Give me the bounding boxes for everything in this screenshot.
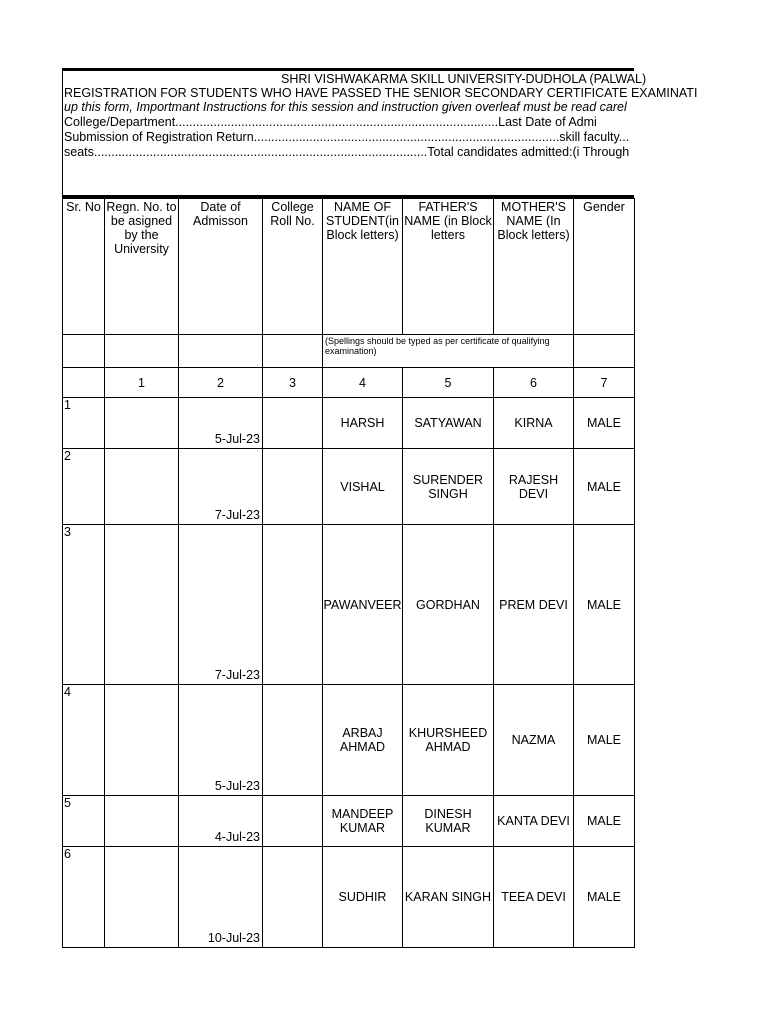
col-college-roll-no: College Roll No. bbox=[263, 199, 323, 335]
note-row bbox=[63, 335, 635, 368]
regn-no-cell bbox=[105, 525, 179, 685]
father-name-cell: DINESH KUMAR bbox=[403, 796, 494, 847]
admission-date-cell: 5-Jul-23 bbox=[179, 685, 263, 796]
father-name-cell: SURENDER SINGH bbox=[403, 449, 494, 525]
student-name-cell: ARBAJ AHMAD bbox=[323, 685, 403, 796]
admission-date-cell: 5-Jul-23 bbox=[179, 398, 263, 449]
regn-no-cell bbox=[105, 685, 179, 796]
regn-no-cell bbox=[105, 796, 179, 847]
father-name-cell: KARAN SINGH bbox=[403, 847, 494, 948]
student-name-cell: VISHAL bbox=[323, 449, 403, 525]
regn-no-cell bbox=[105, 449, 179, 525]
students-table bbox=[62, 198, 635, 948]
student-name-cell: HARSH bbox=[323, 398, 403, 449]
instructions-line: up this form, Importmant Instructions for this session and instruction given overleaf must be read carel bbox=[64, 100, 627, 114]
mother-name-cell: KIRNA bbox=[494, 398, 574, 449]
gender-cell: MALE bbox=[574, 796, 635, 847]
sr-no-cell: 5 bbox=[63, 796, 105, 847]
column-header-row bbox=[63, 199, 635, 335]
roll-no-cell bbox=[263, 525, 323, 685]
admission-date-cell: 7-Jul-23 bbox=[179, 449, 263, 525]
column-number: 3 bbox=[263, 368, 323, 398]
table-row bbox=[63, 525, 635, 685]
mother-name-cell: KANTA DEVI bbox=[494, 796, 574, 847]
gender-cell: MALE bbox=[574, 449, 635, 525]
column-number: 1 bbox=[105, 368, 179, 398]
admission-date-cell: 4-Jul-23 bbox=[179, 796, 263, 847]
gender-cell: MALE bbox=[574, 685, 635, 796]
university-title: SHRI VISHWAKARMA SKILL UNIVERSITY-DUDHOLA (PALWAL) bbox=[281, 72, 647, 86]
mother-name-cell: TEEA DEVI bbox=[494, 847, 574, 948]
sr-no-cell: 6 bbox=[63, 847, 105, 948]
roll-no-cell bbox=[263, 398, 323, 449]
sr-no-cell: 4 bbox=[63, 685, 105, 796]
admission-date-cell: 7-Jul-23 bbox=[179, 525, 263, 685]
form-header bbox=[62, 68, 698, 198]
gender-cell: MALE bbox=[574, 525, 635, 685]
gender-cell: MALE bbox=[574, 398, 635, 449]
col-sr-no: Sr. No bbox=[63, 199, 105, 335]
table-row bbox=[63, 685, 635, 796]
roll-no-cell bbox=[263, 796, 323, 847]
table-row bbox=[63, 449, 635, 525]
spelling-note: (Spellings should be typed as per certificate of qualifying examination) bbox=[323, 335, 574, 368]
seats-line: seats................................................................................................Total candidates admitted:(i Through bbox=[64, 145, 630, 159]
column-number: 7 bbox=[574, 368, 635, 398]
college-department-line: College/Department.............................................................................................Last Date of Admi bbox=[64, 115, 597, 129]
roll-no-cell bbox=[263, 685, 323, 796]
column-number: 5 bbox=[403, 368, 494, 398]
father-name-cell: GORDHAN bbox=[403, 525, 494, 685]
roll-no-cell bbox=[263, 449, 323, 525]
table-row bbox=[63, 398, 635, 449]
student-name-cell: PAWANVEER bbox=[323, 525, 403, 685]
mother-name-cell: RAJESH DEVI bbox=[494, 449, 574, 525]
regn-no-cell bbox=[105, 398, 179, 449]
student-name-cell: MANDEEP KUMAR bbox=[323, 796, 403, 847]
regn-no-cell bbox=[105, 847, 179, 948]
mother-name-cell: PREM DEVI bbox=[494, 525, 574, 685]
column-number: 2 bbox=[179, 368, 263, 398]
col-date-of-admission: Date of Admisson bbox=[179, 199, 263, 335]
sr-no-cell: 2 bbox=[63, 449, 105, 525]
column-number-row bbox=[63, 368, 635, 398]
sr-no-cell: 1 bbox=[63, 398, 105, 449]
col-regn-no: Regn. No. to be asigned by the University bbox=[105, 199, 179, 335]
column-number: 4 bbox=[323, 368, 403, 398]
registration-sheet bbox=[62, 68, 698, 948]
mother-name-cell: NAZMA bbox=[494, 685, 574, 796]
column-number: 6 bbox=[494, 368, 574, 398]
col-mother-name: MOTHER'S NAME (In Block letters) bbox=[494, 199, 574, 335]
student-name-cell: SUDHIR bbox=[323, 847, 403, 948]
registration-heading: REGISTRATION FOR STUDENTS WHO HAVE PASSED THE SENIOR SECONDARY CERTIFICATE EXAMINATI bbox=[64, 86, 698, 100]
col-father-name: FATHER'S NAME (in Block letters bbox=[403, 199, 494, 335]
col-gender: Gender bbox=[574, 199, 635, 335]
father-name-cell: KHURSHEED AHMAD bbox=[403, 685, 494, 796]
gender-cell: MALE bbox=[574, 847, 635, 948]
admission-date-cell: 10-Jul-23 bbox=[179, 847, 263, 948]
submission-line: Submission of Registration Return........................................................................................skill faculty... bbox=[64, 130, 630, 144]
roll-no-cell bbox=[263, 847, 323, 948]
col-student-name: NAME OF STUDENT(in Block letters) bbox=[323, 199, 403, 335]
sr-no-cell: 3 bbox=[63, 525, 105, 685]
table-row bbox=[63, 847, 635, 948]
father-name-cell: SATYAWAN bbox=[403, 398, 494, 449]
table-row bbox=[63, 796, 635, 847]
